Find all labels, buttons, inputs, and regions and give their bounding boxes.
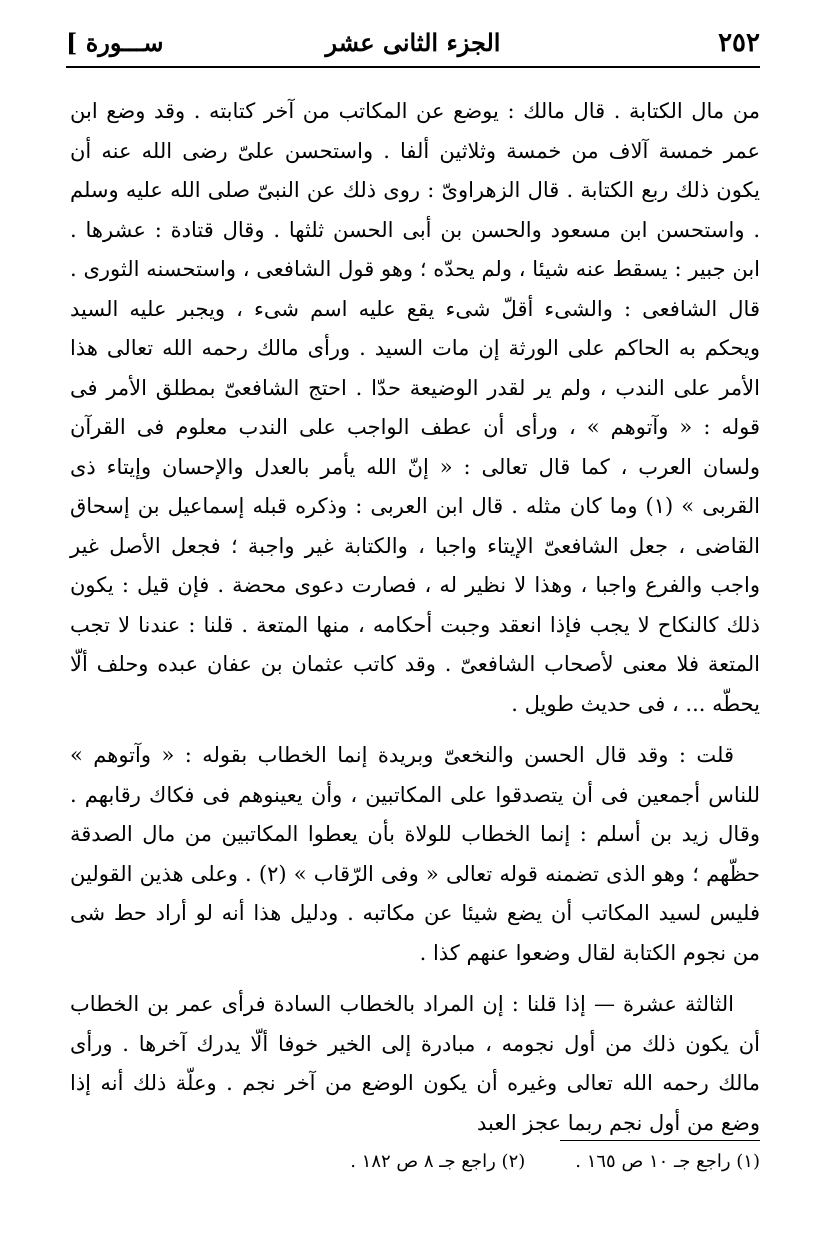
footnote: (٢) راجع جـ ٨ ص ١٨٢ . [350, 1151, 526, 1172]
page-number: ٢٥٢ [718, 28, 760, 58]
paragraph: قلت : وقد قال الحسن والنخعىّ وبريدة إنما الخطاب بقوله : « وآتوهم » للناس أجمعين فى أن يتصدقوا على المكاتبين ، وأن يعينوهم فى فكاك رقابهم . وقال زيد بن أسلم : إنما الخطاب للولاة بأن يعطوا المكاتبين من مال الصدقة حظّهم ؛ وهو الذى تضمنه قوله تعالى « وفى الرّقاب » (٢) . وعلى هذين القولين فليس لسيد المكاتب أن يضع شيئا عن مكاتبه . ودليل هذا أنه لو أراد حط شى من نجوم الكتابة لقال وضعوا عنهم كذا . [70, 743, 760, 965]
footnotes [230, 1148, 760, 1176]
footnote: (١) راجع جـ ١٠ ص ١٦٥ . [575, 1151, 760, 1172]
page-header [66, 24, 760, 68]
paragraph: من مال الكتابة . قال مالك : يوضع عن المكاتب من آخر كتابته . وقد وضع ابن عمر خمسة آلاف من خمسة وثلاثين ألفا . واستحسن علىّ رضى الله عنه أن يكون ذلك ربع الكتابة . قال الزهراوىّ : روى ذلك عن النبىّ صلى الله عليه وسلم . واستحسن ابن مسعود والحسن بن أبى الحسن ثلثها . وقال قتادة : عشرها . ابن جبير : يسقط عنه شيئا ، ولم يحدّه ؛ وهو قول الشافعى ، واستحسنه الثورى . قال الشافعى : والشىء أقلّ شىء يقع عليه اسم شىء ، ويجبر عليه السيد ويحكم به الحاكم على الورثة إن مات السيد . ورأى مالك رحمه الله تعالى هذا الأمر على الندب ، ولم ير لقدر الوضيعة حدّا . احتج الشافعىّ بمطلق الأمر فى قوله : « وآتوهم » ، ورأى أن عطف الواجب على الندب معلوم فى القرآن ولسان العرب ، كما قال تعالى : « إنّ الله يأمر بالعدل والإحسان وإيتاء ذى القربى » (١) وما كان مثله . قال ابن العربى : وذكره قبله إسماعيل بن إسحاق القاضى ، جعل الشافعىّ الإيتاء واجبا ، والكتابة غير واجبة ؛ فجعل الأصل غير واجب والفرع واجبا ، وهذا لا نظير له ، فصارت دعوى محضة . فإن قيل : يكون ذلك كالنكاح لا يجب فإذا انعقد وجبت أحكامه ، منها المتعة . قلنا : عندنا لا تجب المتعة فلا معنى لأصحاب الشافعىّ . وقد كاتب عثمان بن عفان عبده وحلف ألّا يحطّه ... ، فى حديث طويل . [70, 99, 760, 716]
running-title: الجزء الثانى عشر [325, 28, 501, 57]
paragraph: الثالثة عشرة — إذا قلنا : إن المراد بالخطاب السادة فرأى عمر بن الخطاب أن يكون ذلك من أول نجومه ، مبادرة إلى الخير خوفا ألّا يدرك آخرها . ورأى مالك رحمه الله تعالى وغيره أن يكون الوضع من آخر نجم . وعلّة ذلك أنه إذا وضع من أول نجم ربما عجز العبد [70, 992, 760, 1135]
footnote-divider [560, 1140, 760, 1141]
surah-label: [ ســـورة [66, 28, 164, 57]
body-text [70, 92, 760, 1143]
